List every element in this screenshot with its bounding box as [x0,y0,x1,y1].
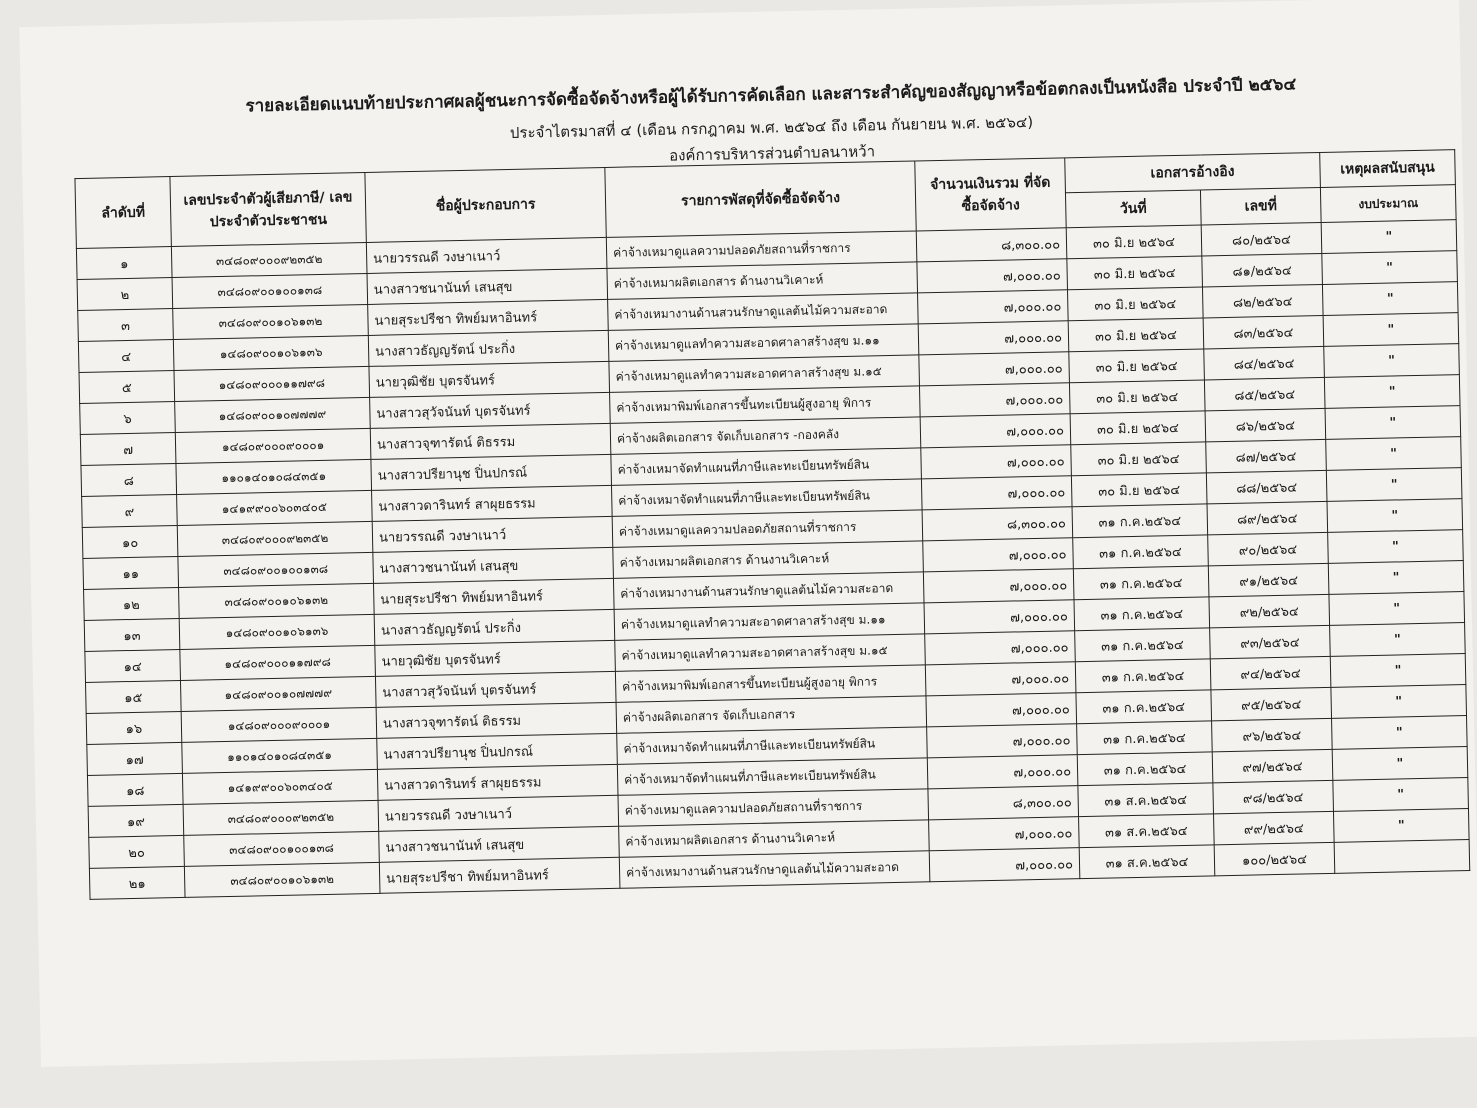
cell-reason: " [1324,344,1460,378]
header-reason-sub: งบประมาณ [1320,185,1456,223]
cell-item: ค่าจ้างเหมางานด้านสวนรักษาดูแลต้นไม้ความสะอาด [613,572,924,609]
cell-doc-no: ๙๐/๒๕๖๔ [1208,532,1329,566]
cell-tax-id: ๓๔๘๐๙๐๐๑๐๖๑๓๒ [173,304,369,339]
cell-vendor: นายสุระปรีชา ทิพย์มหาอินทร์ [373,578,614,614]
header-date: วันที่ [1065,190,1201,228]
cell-vendor: นางสาวชนานันท์ เสนสุข [373,547,614,583]
cell-reason: " [1333,809,1469,843]
cell-doc-no: ๙๓/๒๕๖๔ [1210,625,1331,659]
cell-doc-no: ๘๑/๒๕๖๔ [1202,253,1323,287]
cell-amount: ๗,๐๐๐.๐๐ [917,259,1068,293]
cell-reason: " [1326,468,1462,502]
cell-reason: " [1330,654,1466,688]
cell-item: ค่าจ้างเหมาพิมพ์เอกสารขึ้นทะเบียนผู้สูงอายุ พิการ [610,386,921,423]
cell-amount: ๗,๐๐๐.๐๐ [925,631,1076,665]
cell-item: ค่าจ้างเหมาจัดทำแผนที่ภาษีและทะเบียนทรัพย์สิน [617,727,928,764]
cell-no: ๘ [81,464,177,497]
cell-amount: ๗,๐๐๐.๐๐ [924,600,1075,634]
cell-reason: " [1332,716,1468,750]
cell-date: ๓๐ มิ.ย ๒๕๖๔ [1071,473,1207,507]
cell-reason [1334,840,1470,874]
cell-date: ๓๐ มิ.ย ๒๕๖๔ [1067,287,1203,321]
cell-date: ๓๐ มิ.ย ๒๕๖๔ [1070,411,1206,445]
cell-amount: ๗,๐๐๐.๐๐ [920,414,1071,448]
cell-doc-no: ๘๗/๒๕๖๔ [1206,439,1327,473]
cell-no: ๑๖ [86,711,182,744]
cell-tax-id: ๓๔๘๐๙๐๐๑๐๖๑๓๒ [184,862,380,897]
cell-vendor: นางสาวดารินทร์ สาผุยธรรม [372,485,613,521]
cell-reason: " [1325,406,1461,440]
cell-vendor: นายวุฒิชัย บุตรจันทร์ [375,640,616,676]
cell-date: ๓๐ มิ.ย ๒๕๖๔ [1068,318,1204,352]
header-vendor: ชื่อผู้ประกอบการ [365,167,606,242]
header-reference: เอกสารอ้างอิง [1065,152,1321,192]
cell-date: ๓๑ ก.ค.๒๕๖๔ [1077,721,1213,755]
cell-amount: ๗,๐๐๐.๐๐ [919,383,1070,417]
cell-reason: " [1332,747,1468,781]
cell-reason: " [1326,437,1462,471]
cell-amount: ๗,๐๐๐.๐๐ [929,817,1080,851]
cell-no: ๕ [79,371,175,404]
cell-tax-id: ๓๔๘๐๙๐๐๑๐๐๑๓๘ [184,831,380,866]
cell-date: ๓๐ มิ.ย ๒๕๖๔ [1066,225,1202,259]
cell-doc-no: ๙๑/๒๕๖๔ [1208,563,1329,597]
cell-doc-no: ๙๙/๒๕๖๔ [1214,811,1335,845]
cell-item: ค่าจ้างเหมาดูแลทำความสะอาดศาลาสร้างสุข ม.๑๕ [615,634,926,671]
cell-amount: ๗,๐๐๐.๐๐ [918,290,1069,324]
cell-item: ค่าจ้างเหมาจัดทำแผนที่ภาษีและทะเบียนทรัพย์สิน [617,758,928,795]
cell-date: ๓๑ ก.ค.๒๕๖๔ [1076,690,1212,724]
cell-date: ๓๑ ส.ค.๒๕๖๔ [1079,845,1215,879]
cell-tax-id: ๑๔๘๐๙๐๐๑๐๖๑๓๖ [173,335,369,370]
cell-no: ๑๙ [88,804,184,837]
cell-item: ค่าจ้างเหมาดูแลความปลอดภัยสถานที่ราชการ [612,510,923,547]
cell-vendor: นางสาวปรียานุช ปิ่นปกรณ์ [371,454,612,490]
cell-tax-id: ๑๔๘๐๙๐๐๐๑๑๗๙๘ [174,366,370,401]
header-doc-no: เลขที่ [1200,187,1321,225]
cell-no: ๑๓ [84,618,180,651]
cell-vendor: นางสาวจุฑารัตน์ ติธรรม [370,423,611,459]
cell-date: ๓๑ ก.ค.๒๕๖๔ [1072,504,1208,538]
cell-tax-id: ๑๔๘๐๙๐๐๐๙๐๐๐๑ [181,707,377,742]
cell-doc-no: ๘๕/๒๕๖๔ [1204,377,1325,411]
document-page [19,0,1477,1067]
cell-tax-id: ๑๑๐๑๔๐๑๐๘๔๓๕๑ [182,738,378,773]
cell-vendor: นายวรรณดี วงษาเนาว์ [372,516,613,552]
cell-no: ๖ [80,402,176,435]
cell-doc-no: ๙๕/๒๕๖๔ [1211,687,1332,721]
cell-vendor: นางสาวธัญญรัตน์ ประกิ่ง [368,330,609,366]
cell-vendor: นางสาวสุวัจนันท์ บุตรจันทร์ [370,392,611,428]
cell-date: ๓๑ ก.ค.๒๕๖๔ [1073,535,1209,569]
cell-vendor: นางสาวสุวัจนันท์ บุตรจันทร์ [375,671,616,707]
cell-reason: " [1328,530,1464,564]
cell-date: ๓๑ ส.ค.๒๕๖๔ [1078,783,1214,817]
table-body [76,220,1469,900]
cell-no: ๑๒ [84,587,180,620]
cell-reason: " [1333,778,1469,812]
cell-no: ๙ [82,495,178,528]
cell-amount: ๗,๐๐๐.๐๐ [927,724,1078,758]
cell-item: ค่าจ้างเหมาพิมพ์เอกสารขึ้นทะเบียนผู้สูงอายุ พิการ [615,665,926,702]
cell-doc-no: ๙๘/๒๕๖๔ [1213,780,1334,814]
header-amount: จำนวนเงินรวม ที่จัดซื้อจัดจ้าง [915,158,1066,231]
organization-name: องค์การบริหารส่วนตำบลนาหว้า [668,142,876,165]
header-tax-id: เลขประจำตัวผู้เสียภาษี/ เลขประจำตัวประชาชน [170,172,366,246]
cell-no: ๑๕ [86,680,182,713]
cell-no: ๑๗ [87,742,183,775]
cell-item: ค่าจ้างเหมางานด้านสวนรักษาดูแลต้นไม้ความสะอาด [608,293,919,330]
cell-tax-id: ๑๔๘๐๙๐๐๑๐๗๗๗๙ [180,676,376,711]
cell-doc-no: ๘๐/๒๕๖๔ [1201,222,1322,256]
cell-item: ค่าจ้างเหมาดูแลทำความสะอาดศาลาสร้างสุข ม.๑๑ [614,603,925,640]
cell-vendor: นางสาวปรียานุช ปิ่นปกรณ์ [377,733,618,769]
cell-item: ค่าจ้างผลิตเอกสาร จัดเก็บเอกสาร -กองคลัง [610,417,921,454]
cell-doc-no: ๙๔/๒๕๖๔ [1210,656,1331,690]
cell-no: ๑๐ [82,525,178,558]
cell-vendor: นางสาวดารินทร์ สาผุยธรรม [377,764,618,800]
cell-doc-no: ๑๐๐/๒๕๖๔ [1214,842,1335,876]
cell-date: ๓๐ มิ.ย ๒๕๖๔ [1069,349,1205,383]
cell-no: ๑๘ [87,773,183,806]
cell-vendor: นายสุระปรีชา ทิพย์มหาอินทร์ [379,857,620,893]
cell-item: ค่าจ้างเหมาผลิตเอกสาร ด้านงานวิเคาะห์ [613,541,924,578]
cell-item: ค่าจ้างเหมาผลิตเอกสาร ด้านงานวิเคาะห์ [619,820,930,857]
cell-no: ๒๑ [89,866,185,899]
header-no: ลำดับที่ [75,177,171,249]
cell-reason: " [1330,623,1466,657]
cell-tax-id: ๓๔๘๐๙๐๐๑๐๐๑๓๘ [178,552,374,587]
cell-item: ค่าจ้างผลิตเอกสาร จัดเก็บเอกสาร [616,696,927,733]
cell-tax-id: ๓๔๘๐๙๐๐๑๐๖๑๓๒ [179,583,375,618]
cell-date: ๓๑ ก.ค.๒๕๖๔ [1077,752,1213,786]
header-item: รายการพัสดุที่จัดซื้อจัดจ้าง [605,161,916,237]
cell-doc-no: ๙๒/๒๕๖๔ [1209,594,1330,628]
cell-no: ๓ [78,309,174,342]
cell-item: ค่าจ้างเหมาดูแลทำความสะอาดศาลาสร้างสุข ม.๑๕ [609,355,920,392]
cell-tax-id: ๓๔๘๐๙๐๐๐๙๒๓๕๒ [183,800,379,835]
cell-tax-id: ๑๔๘๐๙๐๐๑๐๖๑๓๖ [179,614,375,649]
cell-date: ๓๑ ก.ค.๒๕๖๔ [1075,628,1211,662]
procurement-table [74,149,1470,900]
cell-vendor: นางสาวจุฑารัตน์ ติธรรม [376,702,617,738]
cell-no: ๒๐ [89,835,185,868]
cell-item: ค่าจ้างเหมาจัดทำแผนที่ภาษีและทะเบียนทรัพย์สิน [611,479,922,516]
document-period: ประจำไตรมาสที่ ๔ (เดือน กรกฎาคม พ.ศ. ๒๕๖๔ ถึง เดือน กันยายน พ.ศ. ๒๕๖๔) [509,112,1034,142]
cell-vendor: นางสาวธัญญรัตน์ ประกิ่ง [374,609,615,645]
cell-amount: ๗,๐๐๐.๐๐ [926,693,1077,727]
cell-no: ๗ [80,433,176,466]
cell-date: ๓๑ ก.ค.๒๕๖๔ [1075,659,1211,693]
cell-reason: " [1327,499,1463,533]
cell-amount: ๗,๐๐๐.๐๐ [919,352,1070,386]
cell-item: ค่าจ้างเหมาดูแลทำความสะอาดศาลาสร้างสุข ม.๑๑ [608,324,919,361]
cell-amount: ๗,๐๐๐.๐๐ [921,445,1072,479]
cell-date: ๓๑ ก.ค.๒๕๖๔ [1073,566,1209,600]
cell-reason: " [1324,375,1460,409]
cell-reason: " [1328,561,1464,595]
cell-tax-id: ๑๔๘๐๙๐๐๐๑๑๗๙๘ [180,645,376,680]
cell-reason: " [1323,313,1459,347]
cell-tax-id: ๑๔๑๙๙๐๐๖๐๓๔๐๕ [182,769,378,804]
cell-amount: ๗,๐๐๐.๐๐ [923,538,1074,572]
cell-amount: ๗,๐๐๐.๐๐ [925,662,1076,696]
cell-tax-id: ๑๔๘๐๙๐๐๐๙๐๐๐๑ [175,428,371,463]
cell-no: ๑๔ [85,649,181,682]
cell-amount: ๘,๓๐๐.๐๐ [916,228,1067,262]
cell-date: ๓๑ ก.ค.๒๕๖๔ [1074,597,1210,631]
cell-no: ๑ [76,247,172,280]
cell-vendor: นายวรรณดี วงษาเนาว์ [378,795,619,831]
cell-amount: ๗,๐๐๐.๐๐ [923,569,1074,603]
cell-reason: " [1331,685,1467,719]
cell-amount: ๗,๐๐๐.๐๐ [918,321,1069,355]
cell-tax-id: ๓๔๘๐๙๐๐๐๙๒๓๕๒ [171,242,367,277]
cell-reason: " [1322,282,1458,316]
cell-no: ๑๑ [83,556,179,589]
cell-amount: ๘,๓๐๐.๐๐ [922,507,1073,541]
header-reason: เหตุผลสนับสนุน [1320,150,1456,188]
cell-vendor: นายวรรณดี วงษาเนาว์ [366,237,607,273]
cell-tax-id: ๓๔๘๐๙๐๐๑๐๐๑๓๘ [172,273,368,308]
cell-date: ๓๑ ส.ค.๒๕๖๔ [1079,814,1215,848]
cell-vendor: นางสาวชนานันท์ เสนสุข [379,826,620,862]
cell-tax-id: ๑๔๑๙๙๐๐๖๐๓๔๐๕ [177,490,373,525]
cell-doc-no: ๘๒/๒๕๖๔ [1202,284,1323,318]
cell-date: ๓๐ มิ.ย ๒๕๖๔ [1071,442,1207,476]
cell-doc-no: ๙๖/๒๕๖๔ [1212,718,1333,752]
cell-doc-no: ๘๙/๒๕๖๔ [1207,501,1328,535]
cell-reason: " [1322,251,1458,285]
cell-date: ๓๐ มิ.ย ๒๕๖๔ [1069,380,1205,414]
cell-doc-no: ๙๗/๒๕๖๔ [1212,749,1333,783]
cell-tax-id: ๑๔๘๐๙๐๐๑๐๗๗๗๙ [175,397,371,432]
cell-date: ๓๐ มิ.ย ๒๕๖๔ [1067,256,1203,290]
cell-amount: ๗,๐๐๐.๐๐ [927,755,1078,789]
cell-amount: ๗,๐๐๐.๐๐ [921,476,1072,510]
cell-item: ค่าจ้างเหมางานด้านสวนรักษาดูแลต้นไม้ความสะอาด [619,851,930,888]
cell-no: ๔ [78,340,174,373]
cell-amount: ๘,๓๐๐.๐๐ [928,786,1079,820]
cell-item: ค่าจ้างเหมาผลิตเอกสาร ด้านงานวิเคาะห์ [607,262,918,299]
cell-vendor: นายวุฒิชัย บุตรจันทร์ [369,361,610,397]
cell-doc-no: ๘๓/๒๕๖๔ [1203,315,1324,349]
cell-amount: ๗,๐๐๐.๐๐ [929,848,1080,882]
cell-tax-id: ๑๑๐๑๔๐๑๐๘๔๓๕๑ [176,459,372,494]
cell-doc-no: ๘๔/๒๕๖๔ [1204,346,1325,380]
document-title: รายละเอียดแนบท้ายประกาศผลผู้ชนะการจัดซื้อจัดจ้างหรือผู้ได้รับการคัดเลือก และสาระสำคัญของสัญญาหรือข้อตกลงเป็นหนังสือ ประจำปี ๒๕๖๔ [245,74,1297,117]
cell-no: ๒ [77,278,173,311]
cell-vendor: นายสุระปรีชา ทิพย์มหาอินทร์ [368,299,609,335]
cell-item: ค่าจ้างเหมาจัดทำแผนที่ภาษีและทะเบียนทรัพย์สิน [611,448,922,485]
cell-item: ค่าจ้างเหมาดูแลความปลอดภัยสถานที่ราชการ [618,789,929,826]
cell-tax-id: ๓๔๘๐๙๐๐๐๙๒๓๕๒ [177,521,373,556]
cell-doc-no: ๘๖/๒๕๖๔ [1205,408,1326,442]
cell-reason: " [1321,220,1457,254]
cell-vendor: นางสาวชนานันท์ เสนสุข [367,268,608,304]
cell-doc-no: ๘๘/๒๕๖๔ [1206,470,1327,504]
cell-reason: " [1329,592,1465,626]
cell-item: ค่าจ้างเหมาดูแลความปลอดภัยสถานที่ราชการ [606,231,917,268]
